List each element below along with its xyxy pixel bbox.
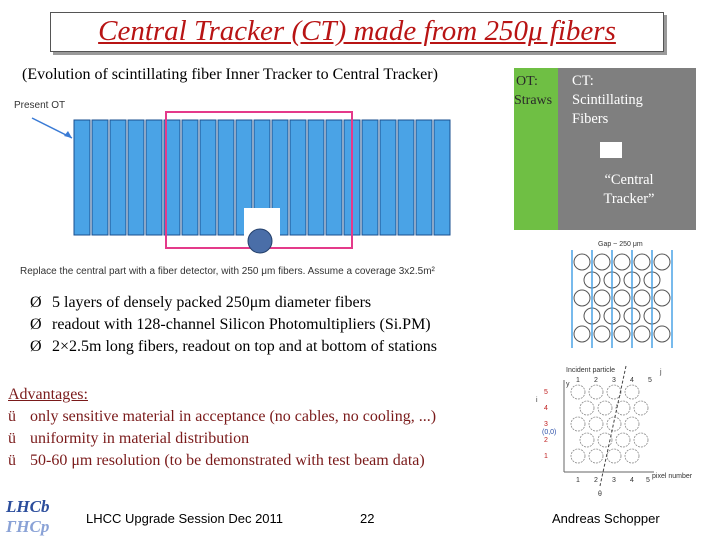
ot-sublabel: Straws	[514, 93, 553, 108]
bullet-marker: Ø	[30, 294, 42, 311]
origin-label: (0,0)	[542, 429, 557, 436]
figure-caption: Replace the central part with a fiber detector, with 250 μm fibers. Assume a coverage 3x2.5m²	[20, 266, 435, 277]
svg-text:ΓHCp: ΓHCp	[6, 517, 50, 536]
check-icon: ü	[8, 408, 16, 425]
particle-track	[600, 366, 626, 486]
bullet-marker: Ø	[30, 338, 42, 355]
theta-label: θ	[598, 491, 602, 498]
pixel-col-number: 1	[576, 477, 580, 484]
pixel-number-label: pixel number	[652, 473, 693, 480]
title-box	[50, 12, 664, 52]
advantage-item	[8, 430, 249, 448]
ot-ct-diagram	[514, 68, 696, 230]
bullet-item	[30, 316, 431, 334]
footer-session: LHCC Upgrade Session Dec 2011	[86, 511, 284, 526]
bullet-text: 5 layers of densely packed 250μm diameter fibers	[52, 294, 372, 311]
col-number: 1	[576, 377, 580, 384]
check-icon: ü	[8, 452, 16, 469]
check-icon: ü	[8, 430, 16, 447]
detector-layout-svg	[12, 98, 502, 283]
pixel-col-number: 4	[630, 477, 634, 484]
row-number: 4	[544, 405, 548, 412]
advantage-item	[8, 452, 425, 470]
bullet-item	[30, 294, 371, 312]
col-number: 5	[648, 377, 652, 384]
central-tracker-marker	[600, 142, 622, 158]
advantage-item	[8, 408, 436, 426]
lhcb-logo	[2, 494, 54, 538]
ot-label: OT:	[516, 74, 538, 89]
j-label: j	[660, 369, 662, 376]
row-number: 5	[544, 389, 548, 396]
detector-figure	[12, 98, 502, 283]
fiber-circles	[574, 254, 670, 342]
gap-label: Gap ~ 250 μm	[598, 241, 643, 248]
fiber-grid-figure	[536, 236, 698, 358]
footer-author: Andreas Schopper	[552, 511, 660, 526]
advantage-text: uniformity in material distribution	[30, 430, 250, 447]
ct-label: CT:	[572, 73, 594, 89]
present-ot-label: Present OT	[14, 100, 66, 111]
pixel-readout-diagram	[534, 362, 710, 500]
sipm-channel-lines	[572, 250, 672, 348]
pixel-col-number: 5	[646, 477, 650, 484]
pixel-circles	[571, 385, 648, 463]
bullet-marker: Ø	[30, 316, 42, 333]
col-number: 2	[594, 377, 598, 384]
pixel-col-number: 3	[612, 477, 616, 484]
col-number: 4	[630, 377, 634, 384]
central-tracker-label: “Central Tracker”	[603, 172, 655, 207]
svg-text:LHCb: LHCb	[6, 497, 50, 516]
pixel-col-number: 2	[594, 477, 598, 484]
beam-pipe	[248, 229, 272, 253]
row-number: 3	[544, 421, 548, 428]
pixel-diagram-svg	[534, 362, 710, 500]
bullet-text: readout with 128-channel Silicon Photomultipliers (Si.PM)	[52, 316, 431, 333]
ct-sublabel-2: Fibers	[572, 111, 609, 127]
incident-particle-label: Incident particle	[566, 367, 616, 374]
advantage-text: only sensitive material in acceptance (no cables, no cooling, ...)	[30, 408, 437, 425]
y-axis-label: y	[566, 381, 570, 388]
slide-subtitle: (Evolution of scintillating fiber Inner Tracker to Central Tracker)	[22, 66, 438, 83]
advantage-text: 50-60 μm resolution (to be demonstrated with test beam data)	[30, 452, 425, 469]
slide-title: Central Tracker (CT) made from 250μ fibers	[98, 15, 616, 47]
bullet-item	[30, 338, 437, 356]
i-label: i	[536, 397, 538, 404]
col-number: 3	[612, 377, 616, 384]
fiber-grid-svg	[536, 236, 698, 358]
ct-sublabel-1: Scintillating	[572, 92, 643, 108]
row-number: 1	[544, 453, 548, 460]
page-number: 22	[360, 511, 375, 526]
advantages-heading: Advantages:	[8, 386, 88, 403]
bullet-text: 2×2.5m long fibers, readout on top and at bottom of stations	[52, 338, 437, 355]
row-number: 2	[544, 437, 548, 444]
